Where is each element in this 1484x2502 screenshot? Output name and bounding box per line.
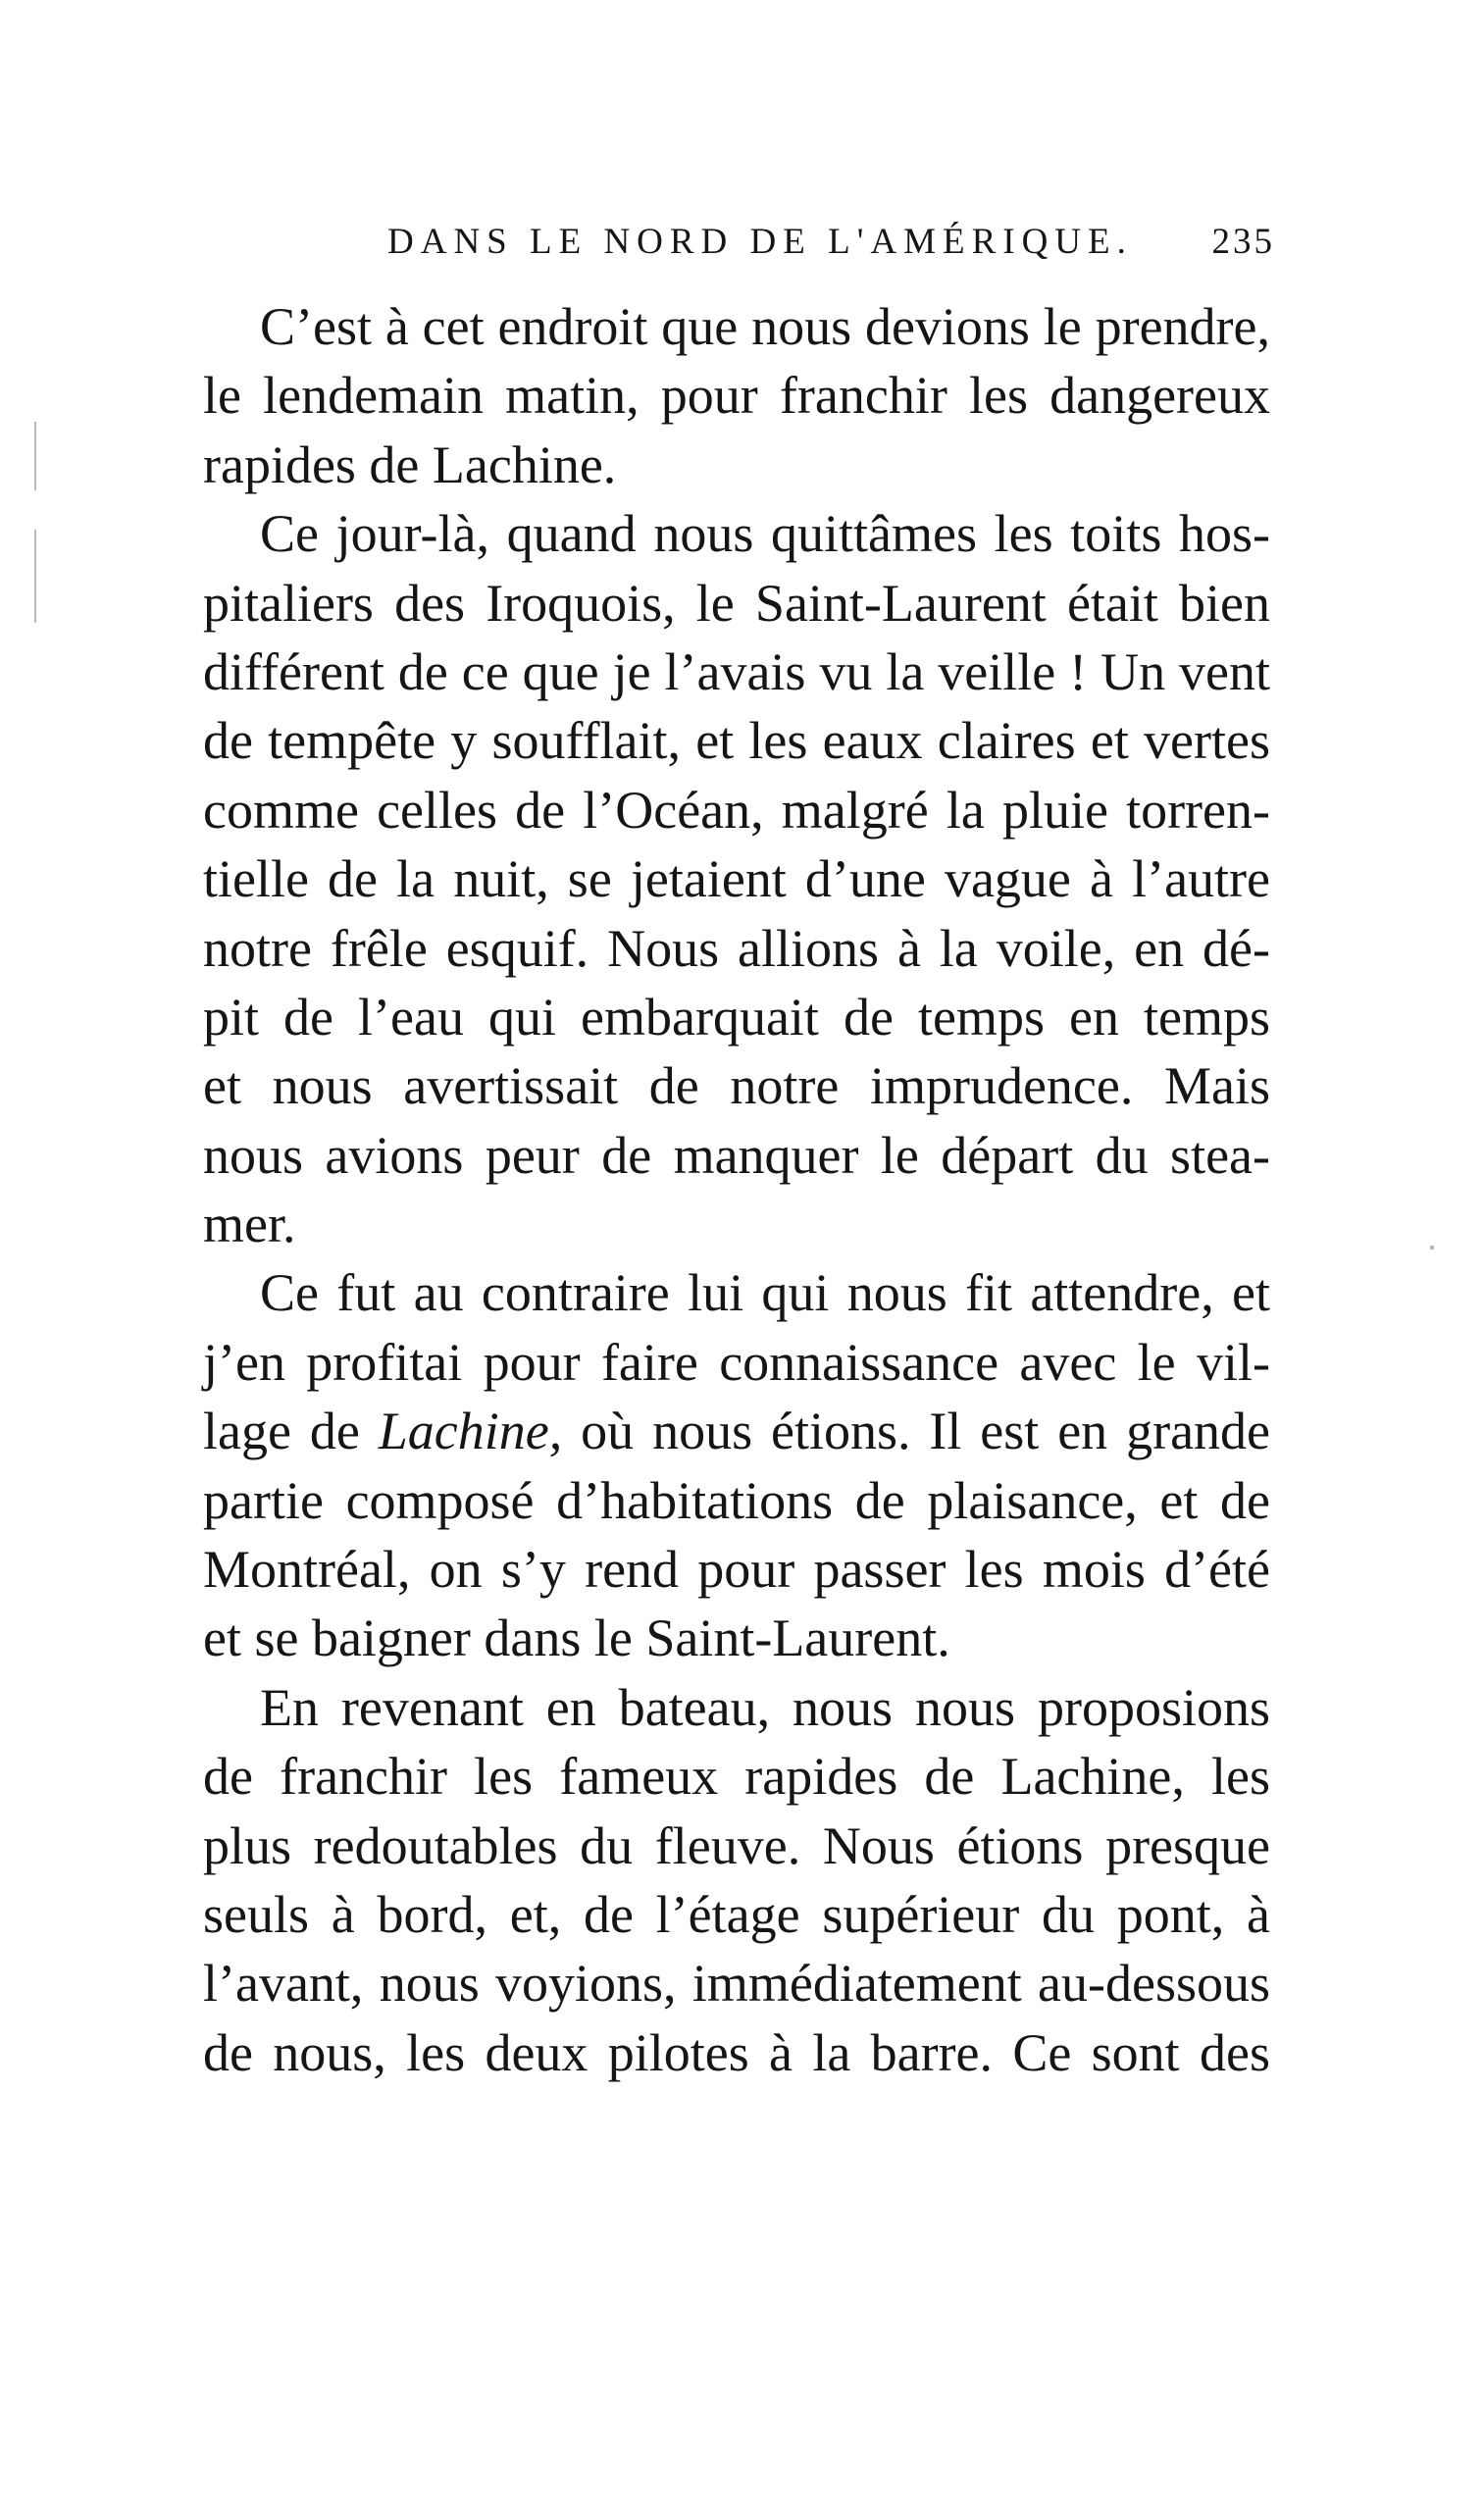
text-line: En revenant en bateau, nous nous proposions bbox=[260, 1677, 1270, 1737]
scan-margin-mark bbox=[34, 422, 36, 490]
running-title: DANS LE NORD DE L'AMÉRIQUE. bbox=[387, 222, 1133, 262]
text-line: notre frêle esquif. Nous allions à la voile, en dé- bbox=[203, 918, 1270, 978]
body-text bbox=[203, 292, 1270, 2087]
text-line: j’en profitai pour faire connaissance avec le vil- bbox=[203, 1332, 1270, 1392]
text-fragment: où nous étions. Il est en grande bbox=[562, 1402, 1271, 1461]
running-head bbox=[387, 218, 1275, 267]
text-line: Ce fut au contraire lui qui nous fit attendre, et bbox=[260, 1263, 1270, 1323]
text-line: comme celles de l’Océan, malgré la pluie torren- bbox=[203, 780, 1270, 840]
text-line: pitaliers des Iroquois, le Saint-Laurent était bien bbox=[203, 573, 1270, 633]
text-line: mer. bbox=[203, 1195, 296, 1254]
text-line: de nous, les deux pilotes à la barre. Ce sont des bbox=[203, 2022, 1270, 2082]
text-line: Montréal, on s’y rend pour passer les mois d’été bbox=[203, 1540, 1270, 1600]
text-line: tielle de la nuit, se jetaient d’une vague à l’autre bbox=[203, 849, 1270, 909]
page-number: 235 bbox=[1211, 222, 1275, 262]
text-line: partie composé d’habitations de plaisance, et de bbox=[203, 1470, 1270, 1530]
text-line: de tempête y soufflait, et les eaux claires et vertes bbox=[203, 711, 1270, 771]
text-line: et nous avertissait de notre imprudence. Mais bbox=[203, 1056, 1270, 1116]
text-line: C’est à cet endroit que nous devions le prendre, bbox=[260, 297, 1270, 356]
scan-margin-mark bbox=[1430, 1246, 1434, 1250]
text-line: Ce jour-là, quand nous quittâmes les toits hos- bbox=[260, 504, 1270, 564]
text-fragment: lage de bbox=[203, 1402, 379, 1461]
text-line: pit de l’eau qui embarquait de temps en temps bbox=[203, 987, 1270, 1047]
text-line: le lendemain matin, pour franchir les dangereux bbox=[203, 366, 1270, 426]
text-line: différent de ce que je l’avais vu la veille ! Un vent bbox=[203, 641, 1270, 701]
scan-margin-mark bbox=[34, 530, 36, 623]
text-line: de franchir les fameux rapides de Lachine, les bbox=[203, 1747, 1270, 1807]
text-line bbox=[203, 1397, 1270, 1465]
text-line: l’avant, nous voyions, immédiatement au-dessous bbox=[203, 1954, 1270, 2014]
place-name-italic: Lachine, bbox=[378, 1402, 563, 1461]
text-line: nous avions peur de manquer le départ du stea- bbox=[203, 1125, 1270, 1185]
text-line: plus redoutables du fleuve. Nous étions presque bbox=[203, 1815, 1270, 1875]
text-line: rapides de Lachine. bbox=[203, 434, 617, 494]
text-line: seuls à bord, et, de l’étage supérieur du pont, à bbox=[203, 1884, 1270, 1944]
text-line: et se baigner dans le Saint-Laurent. bbox=[203, 1608, 950, 1668]
